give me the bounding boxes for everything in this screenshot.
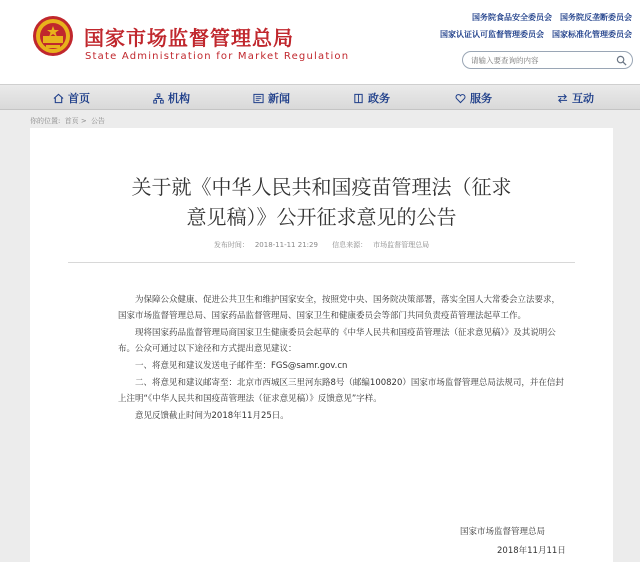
title-divider bbox=[68, 262, 575, 263]
article-body bbox=[118, 292, 568, 425]
paragraph: 一、将意见和建议发送电子邮件至：FGS@samr.gov.cn bbox=[135, 361, 348, 371]
nav-affairs[interactable] bbox=[353, 85, 390, 111]
breadcrumb-announcement[interactable]: 公告 bbox=[90, 117, 105, 125]
paragraph: 现将国家药品监督管理局商国家卫生健康委员会起草的《中华人民共和国疫苗管理法（征求意见稿）》及其说明公布。公众可通过以下途径和方式提出意见建议： bbox=[118, 328, 556, 354]
search-icon[interactable] bbox=[616, 55, 627, 66]
source-value: 市场监督管理总局 bbox=[373, 241, 430, 249]
interact-icon bbox=[557, 93, 568, 104]
breadcrumb-home[interactable]: 首页 bbox=[64, 117, 79, 125]
article-panel bbox=[30, 128, 613, 562]
org-icon bbox=[153, 93, 164, 104]
main-nav bbox=[0, 84, 640, 110]
article-title-line2: 意见稿）》公开征求意见的公告 bbox=[186, 205, 457, 229]
nav-service-label: 服务 bbox=[470, 92, 492, 105]
source-label: 信息来源： bbox=[332, 241, 368, 249]
publish-time: 2018-11-11 21:29 bbox=[254, 241, 318, 249]
paragraph: 意见反馈截止时间为2018年11月25日。 bbox=[135, 411, 289, 421]
paragraph: 为保障公众健康、促进公共卫生和维护国家安全，按照党中央、国务院决策部署，落实全国人大常委会立法要求，国家市场监督管理总局、国家药品监督管理局、国家卫生和健康委员会等部门共同负责疫苗管理法起草工作。 bbox=[118, 295, 561, 321]
nav-org[interactable] bbox=[153, 85, 190, 111]
news-icon bbox=[253, 93, 264, 104]
publish-label: 发布时间： bbox=[213, 241, 249, 249]
article-meta bbox=[30, 240, 613, 250]
search-input[interactable] bbox=[471, 54, 611, 66]
link-sac[interactable]: 国家标准化管理委员会 bbox=[552, 30, 632, 39]
nav-news[interactable] bbox=[253, 85, 290, 111]
heart-icon bbox=[455, 93, 466, 104]
breadcrumb bbox=[30, 116, 105, 126]
signature-date: 2018年11月11日 bbox=[497, 546, 566, 556]
paragraph: 二、将意见和建议邮寄至：北京市西城区三里河东路8号（邮编100820）国家市场监督管理总局法规司，并在信封上注明“《中华人民共和国疫苗管理法（征求意见稿）》反馈意见”字样。 bbox=[118, 378, 564, 404]
site-subtitle: State Administration for Market Regulation bbox=[85, 51, 350, 62]
nav-home-label: 首页 bbox=[68, 92, 90, 105]
breadcrumb-separator: > bbox=[80, 117, 87, 125]
link-food-safety-committee[interactable]: 国务院食品安全委员会 bbox=[472, 13, 552, 22]
national-emblem-icon[interactable] bbox=[32, 14, 74, 58]
nav-org-label: 机构 bbox=[168, 92, 190, 105]
nav-interact[interactable] bbox=[557, 85, 594, 111]
breadcrumb-prefix: 你的位置: bbox=[30, 117, 61, 125]
link-cnca[interactable]: 国家认证认可监督管理委员会 bbox=[440, 30, 544, 39]
nav-affairs-label: 政务 bbox=[368, 92, 390, 105]
nav-news-label: 新闻 bbox=[268, 92, 290, 105]
nav-service[interactable] bbox=[455, 85, 492, 111]
signature-org: 国家市场监督管理总局 bbox=[460, 527, 546, 537]
link-anti-monopoly-committee[interactable]: 国务院反垄断委员会 bbox=[560, 13, 632, 22]
search-box bbox=[462, 51, 633, 69]
related-links bbox=[417, 12, 632, 46]
article-title bbox=[90, 172, 553, 232]
nav-home[interactable] bbox=[53, 85, 90, 111]
site-header bbox=[0, 0, 640, 84]
nav-interact-label: 互动 bbox=[572, 92, 594, 105]
affairs-icon bbox=[353, 93, 364, 104]
home-icon bbox=[53, 93, 64, 104]
site-title[interactable]: 国家市场监督管理总局 bbox=[84, 26, 294, 50]
article-title-line1: 关于就《中华人民共和国疫苗管理法（征求 bbox=[131, 175, 512, 199]
